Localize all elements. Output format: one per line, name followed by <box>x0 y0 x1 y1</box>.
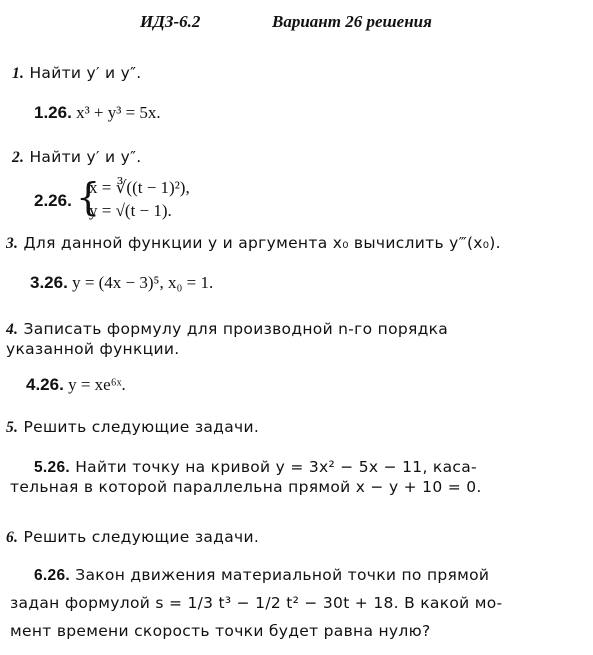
problem-5-26-line2: тельная в которой параллельна прямой x − y + 10 = 0. <box>10 478 482 496</box>
problem-1-26 <box>34 103 161 123</box>
task-1 <box>12 64 141 83</box>
header-variant: Вариант 26 решения <box>272 12 432 31</box>
problem-6-26-text1: Закон движения материальной точки по прямой <box>75 566 490 584</box>
problem-4-26 <box>26 375 126 395</box>
task-3-number: 3. <box>6 235 19 252</box>
header-title: ИДЗ-6.2 <box>140 12 201 31</box>
task-4-text-line2: указанной функции. <box>6 340 180 358</box>
task-5-number: 5. <box>6 419 19 436</box>
problem-3-26 <box>30 273 213 293</box>
problem-3-26-formula: y = (4x − 3)⁵, x₀ = 1. <box>72 273 214 292</box>
task-5 <box>6 418 259 437</box>
problem-1-26-label: 1.26. <box>34 103 72 122</box>
problem-2-26-line1: x = ∛((t − 1)²), <box>89 178 190 197</box>
problem-6-26-line3: мент времени скорость точки будет равна нулю? <box>10 622 431 640</box>
task-1-number: 1. <box>12 65 25 82</box>
problem-1-26-formula: x³ + y³ = 5x. <box>76 103 161 122</box>
system-brace: { <box>76 175 101 219</box>
problem-5-26-text1: Найти точку на кривой y = 3x² − 5x − 11, каса- <box>75 458 477 476</box>
task-3 <box>6 234 501 253</box>
task-1-text: Найти y′ и y″. <box>29 64 142 82</box>
task-5-text: Решить следующие задачи. <box>23 418 260 436</box>
problem-6-26-label: 6.26. <box>34 567 70 584</box>
task-6-number: 6. <box>6 529 19 546</box>
task-4-line1 <box>6 320 448 339</box>
problem-3-26-label: 3.26. <box>30 273 68 292</box>
task-2 <box>12 148 141 167</box>
task-4-text-line1: Записать формулу для производной n-го порядка <box>23 320 449 338</box>
problem-4-26-label: 4.26. <box>26 375 64 394</box>
problem-5-26-label: 5.26. <box>34 459 70 476</box>
problem-4-26-formula: y = xe⁶ˣ. <box>68 375 126 394</box>
task-3-text: Для данной функции y и аргумента x₀ вычислить y‴(x₀). <box>23 234 501 252</box>
problem-6-26-line2: задан формулой s = 1/3 t³ − 1/2 t² − 30t + 18. В какой мо- <box>10 594 503 612</box>
task-2-text: Найти y′ и y″. <box>29 148 142 166</box>
problem-2-26-line2: y = √(t − 1). <box>89 201 172 220</box>
task-2-number: 2. <box>12 149 25 166</box>
problem-5-26-line1 <box>34 458 477 477</box>
problem-2-26-label-wrap <box>34 191 72 211</box>
problem-2-26-label: 2.26. <box>34 191 72 210</box>
task-6 <box>6 528 259 547</box>
problem-6-26-line1 <box>34 566 489 585</box>
task-4-number: 4. <box>6 321 19 338</box>
task-6-text: Решить следующие задачи. <box>23 528 260 546</box>
